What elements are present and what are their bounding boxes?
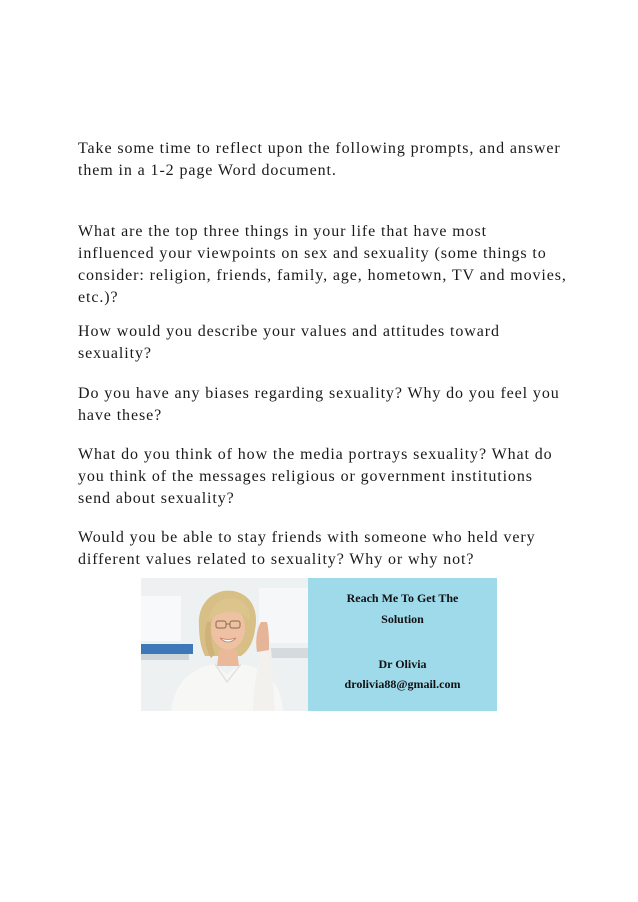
contact-ad-banner[interactable] [141,578,497,711]
question-5: Would you be able to stay friends with someone who held very different values related to sexuality? Why or why not? [78,529,536,568]
contact-name: Dr Olivia [378,657,427,671]
contact-info-panel [308,578,497,711]
question-3: Do you have any biases regarding sexuality? Why do you feel you have these? [78,385,560,424]
question-1: What are the top three things in your life that have most influenced your viewpoints on sex and sexuality (some things to consider: religion, friends, family, age, hometown, TV and movies, etc.)? [78,223,567,306]
question-4: What do you think of how the media portrays sexuality? What do you think of the messages religious or government institutions send about sexuality? [78,446,553,507]
intro-paragraph: Take some time to reflect upon the following prompts, and answer them in a 1-2 page Word document. [78,140,561,179]
ad-headline-solution: Solution [381,612,424,626]
contact-email-link[interactable]: drolivia88@gmail.com [344,677,461,691]
ad-headline: Reach Me To Get The [346,591,459,605]
woman-portrait-image [141,578,308,711]
question-2: How would you describe your values and attitudes toward sexuality? [78,323,500,362]
